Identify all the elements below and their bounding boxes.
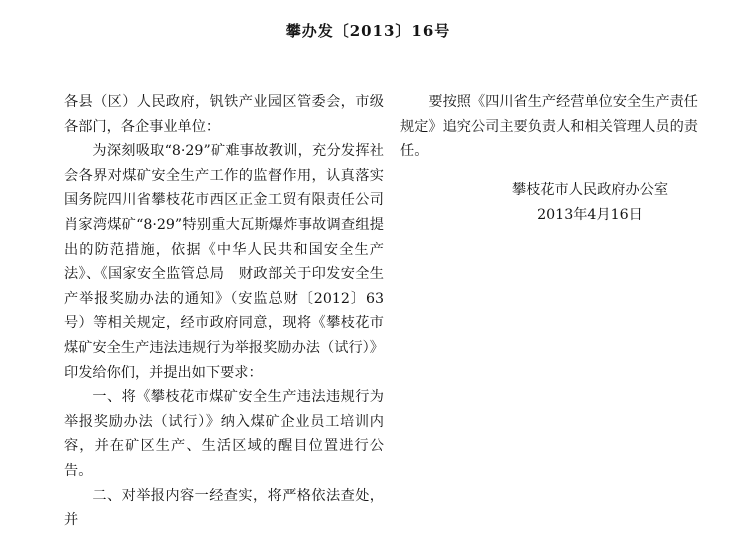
right-column	[400, 90, 710, 164]
document-number: 攀办发〔2013〕16号	[285, 22, 451, 40]
requirement-2: 二、对举报内容一经查实，将严格依法查处，并	[64, 487, 384, 529]
main-paragraph: 为深刻吸取“8·29”矿难事故教训，充分发挥社会各界对煤矿安全生产工作的监督作用，认真落实国务院四川省攀枝花市西区正金工贸有限责任公司肖家湾煤矿“8·29”特别重大瓦斯爆炸事故调查组提出的防范措施，依据《中华人民共和国安全生产法》、《国家安全监管总局 财政部关于印发安全生产举报奖励办法的通知》（安监总财〔2012〕63号）等相关规定，经市政府同意，现将《攀枝花市煤矿安全生产违法违规行为举报奖励办法（试行）》印发给你们，并提出如下要求：	[64, 143, 384, 381]
left-column	[64, 90, 384, 533]
right-column-paragraph: 要按照《四川省生产经营单位安全生产责任规定》追究公司主要负责人和相关管理人员的责任。	[400, 94, 698, 160]
salutation: 各县（区）人民政府，钒铁产业园区管委会，市级各部门，各企事业单位：	[64, 94, 384, 135]
requirement-1: 一、将《攀枝花市煤矿安全生产违法违规行为举报奖励办法（试行）》纳入煤矿企业员工培训内容，并在矿区生产、生活区域的醒目位置进行公告。	[64, 389, 384, 479]
signature-block	[470, 178, 710, 227]
issue-date: 2013年4月16日	[537, 206, 643, 223]
issuer-name: 攀枝花市人民政府办公室	[511, 182, 669, 198]
